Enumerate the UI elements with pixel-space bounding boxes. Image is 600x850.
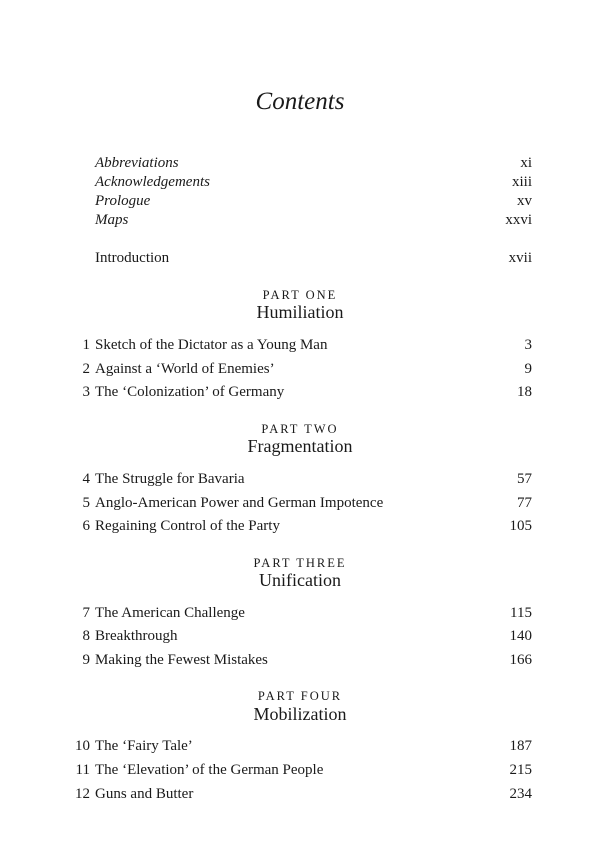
- chapter-page: 18: [517, 384, 532, 400]
- toc-chapter-entry[interactable]: [60, 650, 532, 670]
- chapter-number: 1: [82, 337, 90, 353]
- toc-entry-label: Abbreviations: [95, 155, 179, 171]
- chapter-page: 166: [509, 652, 532, 668]
- toc-entry-page: xv: [517, 193, 532, 209]
- chapter-page: 57: [517, 471, 532, 487]
- chapter-number: 5: [82, 495, 90, 511]
- toc-chapter-entry[interactable]: [60, 493, 532, 513]
- part-title: Unification: [259, 570, 341, 590]
- toc-entry-page: xi: [520, 155, 532, 171]
- chapter-page: 3: [524, 337, 532, 353]
- chapter-number: 4: [82, 471, 90, 487]
- chapter-title: The American Challenge: [95, 605, 245, 621]
- chapter-title: The ‘Elevation’ of the German People: [95, 762, 324, 778]
- toc-chapter-entry[interactable]: [60, 760, 532, 780]
- toc-entry-label: Maps: [95, 212, 129, 228]
- part-label: PART ONE: [262, 288, 338, 302]
- chapter-title: Regaining Control of the Party: [95, 518, 280, 534]
- chapter-title: Guns and Butter: [95, 786, 194, 802]
- toc-chapter-entry[interactable]: [60, 359, 532, 379]
- toc-entry-prologue[interactable]: [60, 192, 532, 210]
- toc-chapter-entry[interactable]: [60, 603, 532, 623]
- toc-entry-maps[interactable]: [60, 211, 532, 229]
- chapter-title: Breakthrough: [95, 628, 178, 644]
- chapter-number: 11: [75, 762, 90, 778]
- chapter-page: 77: [517, 495, 532, 511]
- toc-entry-acknowledgements[interactable]: [60, 173, 532, 191]
- part-label: PART THREE: [253, 556, 347, 570]
- chapter-title: Sketch of the Dictator as a Young Man: [95, 337, 328, 353]
- chapter-page: 9: [524, 361, 532, 377]
- chapter-number: 7: [82, 605, 90, 621]
- toc-entry-page: xiii: [511, 174, 532, 190]
- chapter-page: 140: [509, 628, 532, 644]
- chapter-title: Making the Fewest Mistakes: [95, 652, 268, 668]
- chapter-number: 3: [82, 384, 90, 400]
- chapter-number: 2: [82, 361, 90, 377]
- chapter-title: The Struggle for Bavaria: [95, 471, 245, 487]
- toc-entry-label: Introduction: [95, 250, 170, 266]
- chapter-page: 215: [509, 762, 532, 778]
- toc-chapter-entry[interactable]: [60, 626, 532, 646]
- toc-chapter-entry[interactable]: [60, 382, 532, 402]
- chapter-title: Anglo-American Power and German Impotence: [95, 495, 384, 511]
- chapter-number: 9: [82, 652, 90, 668]
- page-title: Contents: [255, 88, 345, 115]
- toc-entry-label: Prologue: [95, 193, 151, 209]
- part-label: PART TWO: [261, 422, 339, 436]
- chapter-page: 234: [509, 786, 532, 802]
- toc-chapter-entry[interactable]: [60, 784, 532, 804]
- chapter-page: 187: [509, 738, 532, 754]
- chapter-number: 6: [82, 518, 90, 534]
- toc-chapter-entry[interactable]: [60, 736, 532, 756]
- chapter-number: 10: [75, 738, 90, 754]
- chapter-title: The ‘Fairy Tale’: [95, 738, 193, 754]
- chapter-title: Against a ‘World of Enemies’: [95, 361, 275, 377]
- toc-entry-page: xxvi: [505, 212, 532, 228]
- part-label: PART FOUR: [257, 689, 343, 703]
- toc-chapter-entry[interactable]: [60, 516, 532, 536]
- chapter-title: The ‘Colonization’ of Germany: [95, 384, 285, 400]
- toc-chapter-entry[interactable]: [60, 335, 532, 355]
- part-title: Humiliation: [256, 302, 344, 322]
- chapter-page: 115: [510, 605, 532, 621]
- toc-entry-abbreviations[interactable]: [60, 154, 532, 172]
- chapter-number: 12: [75, 786, 90, 802]
- toc-entry-page: xvii: [508, 250, 532, 266]
- chapter-number: 8: [82, 628, 90, 644]
- part-title: Mobilization: [253, 704, 347, 724]
- toc-entry-label: Acknowledgements: [95, 174, 210, 190]
- chapter-page: 105: [509, 518, 532, 534]
- toc-chapter-entry[interactable]: [60, 469, 532, 489]
- part-title: Fragmentation: [247, 436, 353, 456]
- toc-entry-introduction[interactable]: [60, 248, 532, 268]
